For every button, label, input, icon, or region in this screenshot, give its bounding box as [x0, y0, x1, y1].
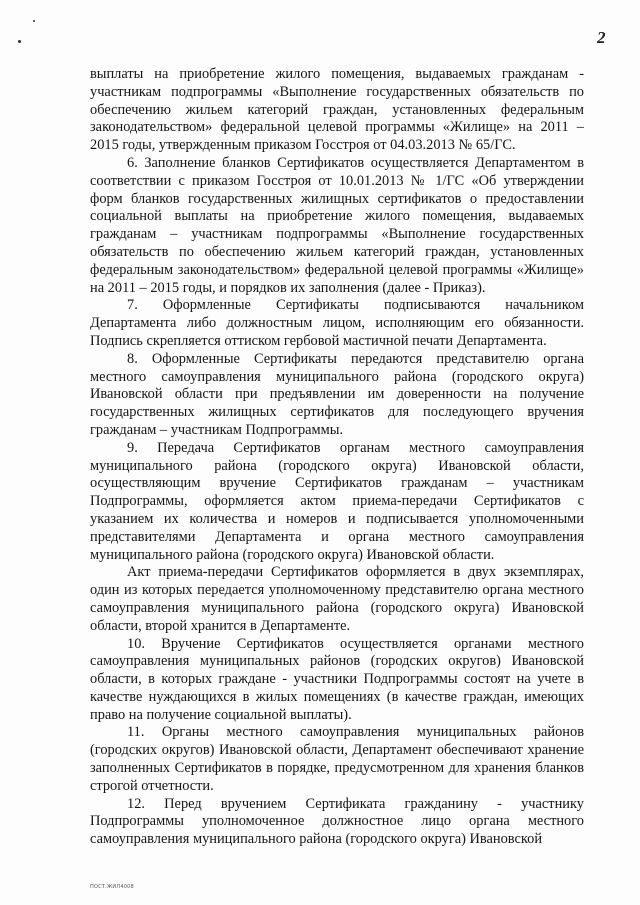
paragraph-8: 8. Оформленные Сертификаты передаются представителю органа местного самоуправления муниципального района (городского округа) Ивановской области при предъявлении им доверенности на получение государственных жилищных сертификатов для последующего вручения гражданам – участникам Подпрограммы. [90, 350, 584, 438]
paragraph-act: Акт приема-передачи Сертификатов оформляется в двух экземплярах, один из которых передается уполномоченному представителю органа местного самоуправления муниципального района (городского округа) Ивановской области, второй хранится в Департаменте. [90, 564, 584, 634]
paragraph-continuation: выплаты на приобретение жилого помещения, выдаваемых гражданам - участникам подпрограммы «Выполнение государственных обязательств по обеспечению жильем категорий граждан, установленных федеральным законодательством» федеральной целевой программы «Жилище» на 2011 – 2015 годы, утвержденным приказом Госстроя от 04.03.2013 № 65/ГС. [90, 66, 584, 154]
paragraph-7: 7. Оформленные Сертификаты подписываются начальником Департамента либо должностным лицом, исполняющим его обязанности. Подпись скрепляется оттиском гербовой мастичной печати Департамента. [90, 297, 584, 349]
paragraph-9: 9. Передача Сертификатов органам местного самоуправления муниципального района (городского округа) Ивановской области, осуществляющим вручение Сертификатов гражданам – участникам Подпрограммы, оформляется актом приема-передачи Сертификатов с указанием их количества и номеров и подписывается уполномоченными представителями Департамента и органа местного самоуправления муниципального района (городского округа) Ивановской области. [90, 439, 584, 563]
page-number: 2 [597, 28, 606, 47]
scan-speck [18, 40, 21, 43]
document-body [90, 66, 584, 849]
footer-code: ПОСТ.ЖИЛ4008 [90, 884, 134, 890]
scan-speck [33, 20, 35, 22]
paragraph-12: 12. Перед вручением Сертификата гражданину - участнику Подпрограммы уполномоченное должностное лицо органа местного самоуправления муниципального района (городского округа) Ивановской [90, 795, 584, 848]
paragraph-11: 11. Органы местного самоуправления муниципальных районов (городских округов) Ивановской области, Департамент обеспечивают хранение заполненных Сертификатов в порядке, предусмотренном для хранения бланков строгой отчетности. [90, 724, 584, 794]
paragraph-6: 6. Заполнение бланков Сертификатов осуществляется Департаментом в соответствии с приказом Госстроя от 10.01.2013 № 1/ГС «Об утверждении форм бланков государственных жилищных сертификатов о предоставлении социальной выплаты на приобретение жилого помещения, выдаваемых гражданам – участникам подпрограммы «Выполнение государственных обязательств по обеспечению жильем категорий граждан, установленных федеральным законодательством» федеральной целевой программы «Жилище» на 2011 – 2015 годы, и порядков их заполнения (далее - Приказ). [90, 154, 584, 296]
paragraph-10: 10. Вручение Сертификатов осуществляется органами местного самоуправления муниципальных районов (городских округов) Ивановской области, в которых граждане - участники Подпрограммы состоят на учете в качестве нуждающихся в жилых помещениях (в качестве граждан, имеющих право на получение социальной выплаты). [90, 635, 584, 723]
